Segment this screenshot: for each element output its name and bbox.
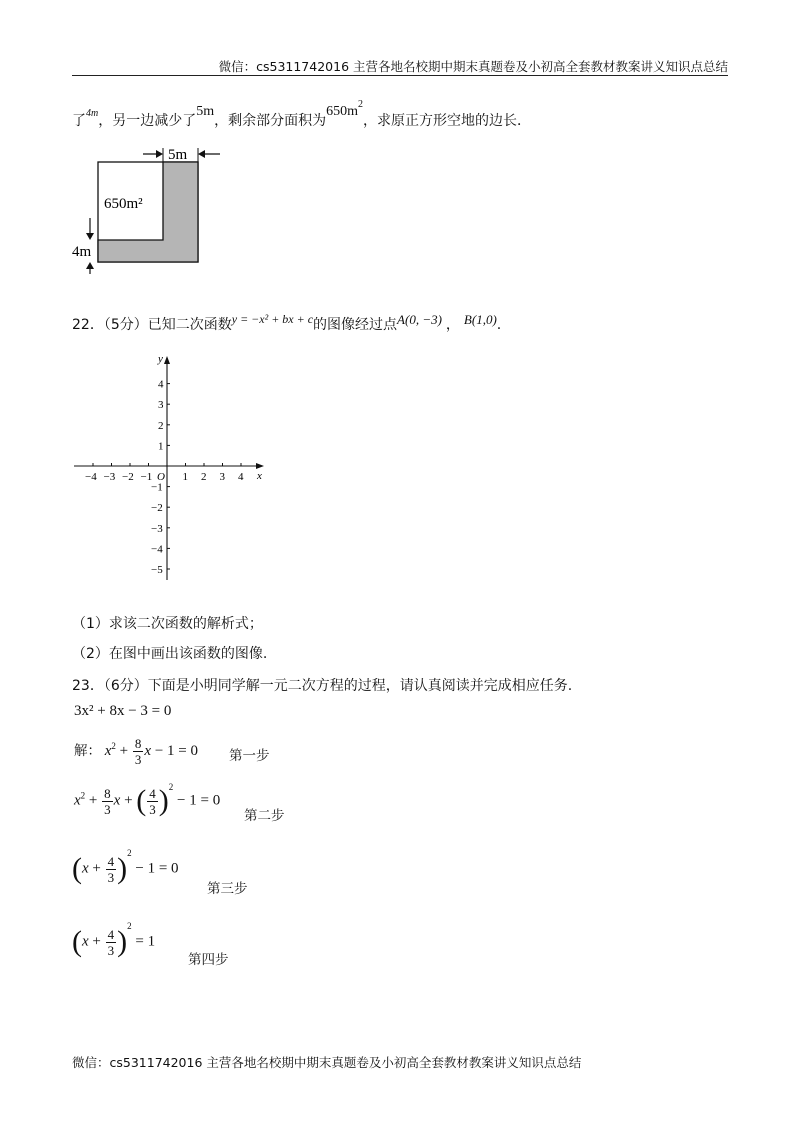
q21-figure xyxy=(68,140,238,275)
x-tick-label: −2 xyxy=(122,471,134,483)
step-3-row: (x + $\frac{4}{3}$ )$^2$ − 1 = 0 xyxy=(72,848,179,885)
x-tick-label: 3 xyxy=(219,471,225,483)
step-4-row: (x + $\frac{4}{3}$ )$^2$ = 1 xyxy=(72,921,156,958)
q22-function: y = −x² + bx + c xyxy=(231,312,314,326)
q22-number: 22． xyxy=(72,317,104,333)
q22-point-a: A(0, −3) xyxy=(397,312,442,327)
step-4-label: 第四步 xyxy=(188,952,229,968)
y-axis-arrowhead xyxy=(164,356,170,364)
q23-score: （6分） xyxy=(103,678,148,694)
step-1-row: 解： $x^2$ + $\frac{8}{3}$ x − 1 = 0 xyxy=(74,736,198,767)
step-1-label: 第一步 xyxy=(229,748,270,764)
step-2-label: 第二步 xyxy=(244,808,285,824)
arrowhead-5m-right xyxy=(198,150,205,158)
x-tick-label: 4 xyxy=(238,471,244,483)
q22-sub2: （2）在图中画出该函数的图像. xyxy=(72,646,268,662)
y-tick-label: 3 xyxy=(158,399,164,412)
q21-value-area-exp: 2 xyxy=(358,99,364,110)
q22-sub1: （1）求该二次函数的解析式； xyxy=(72,616,263,632)
y-axis-label: y xyxy=(158,353,163,365)
arrowhead-4m-top xyxy=(86,233,94,240)
q21-value-area: 650m xyxy=(326,104,359,119)
q22-text1: 已知二次函数 xyxy=(147,317,232,333)
q21-part4: ，求原正方形空地的边长． xyxy=(363,113,532,129)
y-tick-label: 1 xyxy=(158,440,164,453)
label-5m: 5m xyxy=(168,147,188,163)
y-tick-label: −5 xyxy=(151,564,163,576)
q21-text-line xyxy=(72,99,532,130)
y-tick-label: −3 xyxy=(151,522,163,535)
q23-text: 下面是小明同学解一元二次方程的过程，请认真阅读并完成相应任务. xyxy=(147,678,573,694)
q21-value-4m: 4m xyxy=(86,108,99,119)
y-tick-label: −2 xyxy=(151,502,163,515)
coordinate-plane xyxy=(70,348,280,588)
y-tick-label: 2 xyxy=(158,419,164,432)
q22-score: （5分） xyxy=(103,317,148,333)
x-tick-label: 2 xyxy=(201,471,207,483)
q22-stem xyxy=(72,314,501,334)
header-divider xyxy=(72,75,728,76)
q22-text2: 的图像经过点 xyxy=(313,317,398,333)
q23-equation xyxy=(74,703,171,720)
page-header: 微信：cs5311742016 主营各地名校期中期末真题卷及小初高全套教材教案讲义知识点总结 xyxy=(218,59,728,74)
x-axis-arrowhead xyxy=(256,463,264,469)
step-3-label: 第三步 xyxy=(207,881,248,897)
q21-part1: 了 xyxy=(72,113,86,129)
x-axis-label: x xyxy=(257,470,262,482)
q22-separator: ， xyxy=(445,317,460,333)
x-tick-label: −1 xyxy=(140,471,153,483)
q21-part2: ，另一边减少了 xyxy=(98,113,197,129)
x-tick-label: 1 xyxy=(182,471,188,483)
q23-stem xyxy=(72,675,572,695)
q22-period: . xyxy=(496,317,502,333)
q21-value-5m: 5m xyxy=(196,104,215,119)
label-area: 650m² xyxy=(104,196,143,212)
q23-number: 23． xyxy=(72,678,104,694)
step-2-row: $x^2$ + $\frac{8}{3}$ x + ( $\frac{4}{3}$ )$^2$ − 1 = 0 xyxy=(74,782,221,817)
solve-label: 解： xyxy=(74,742,101,759)
y-tick-label: −4 xyxy=(151,543,163,556)
arrowhead-4m-bottom xyxy=(86,262,94,269)
q23-equation-text: 3x² + 8x − 3 = 0 xyxy=(74,703,172,719)
x-tick-label: −3 xyxy=(103,471,116,483)
fraction-8-3: $\frac{8}{3}$ xyxy=(134,736,142,767)
x-tick-label: −4 xyxy=(85,471,97,483)
origin-label: O xyxy=(157,471,165,483)
page-footer: 微信：cs5311742016 主营各地名校期中期末真题卷及小初高全套教材教案讲义知识点总结 xyxy=(72,1055,582,1070)
y-tick-label: −1 xyxy=(151,481,163,494)
arrowhead-5m-left xyxy=(156,150,163,158)
label-4m: 4m xyxy=(72,244,92,260)
y-tick-label: 4 xyxy=(158,378,164,391)
q22-point-b: B(1,0) xyxy=(463,312,497,327)
q21-part3: ，剩余部分面积为 xyxy=(214,113,327,129)
